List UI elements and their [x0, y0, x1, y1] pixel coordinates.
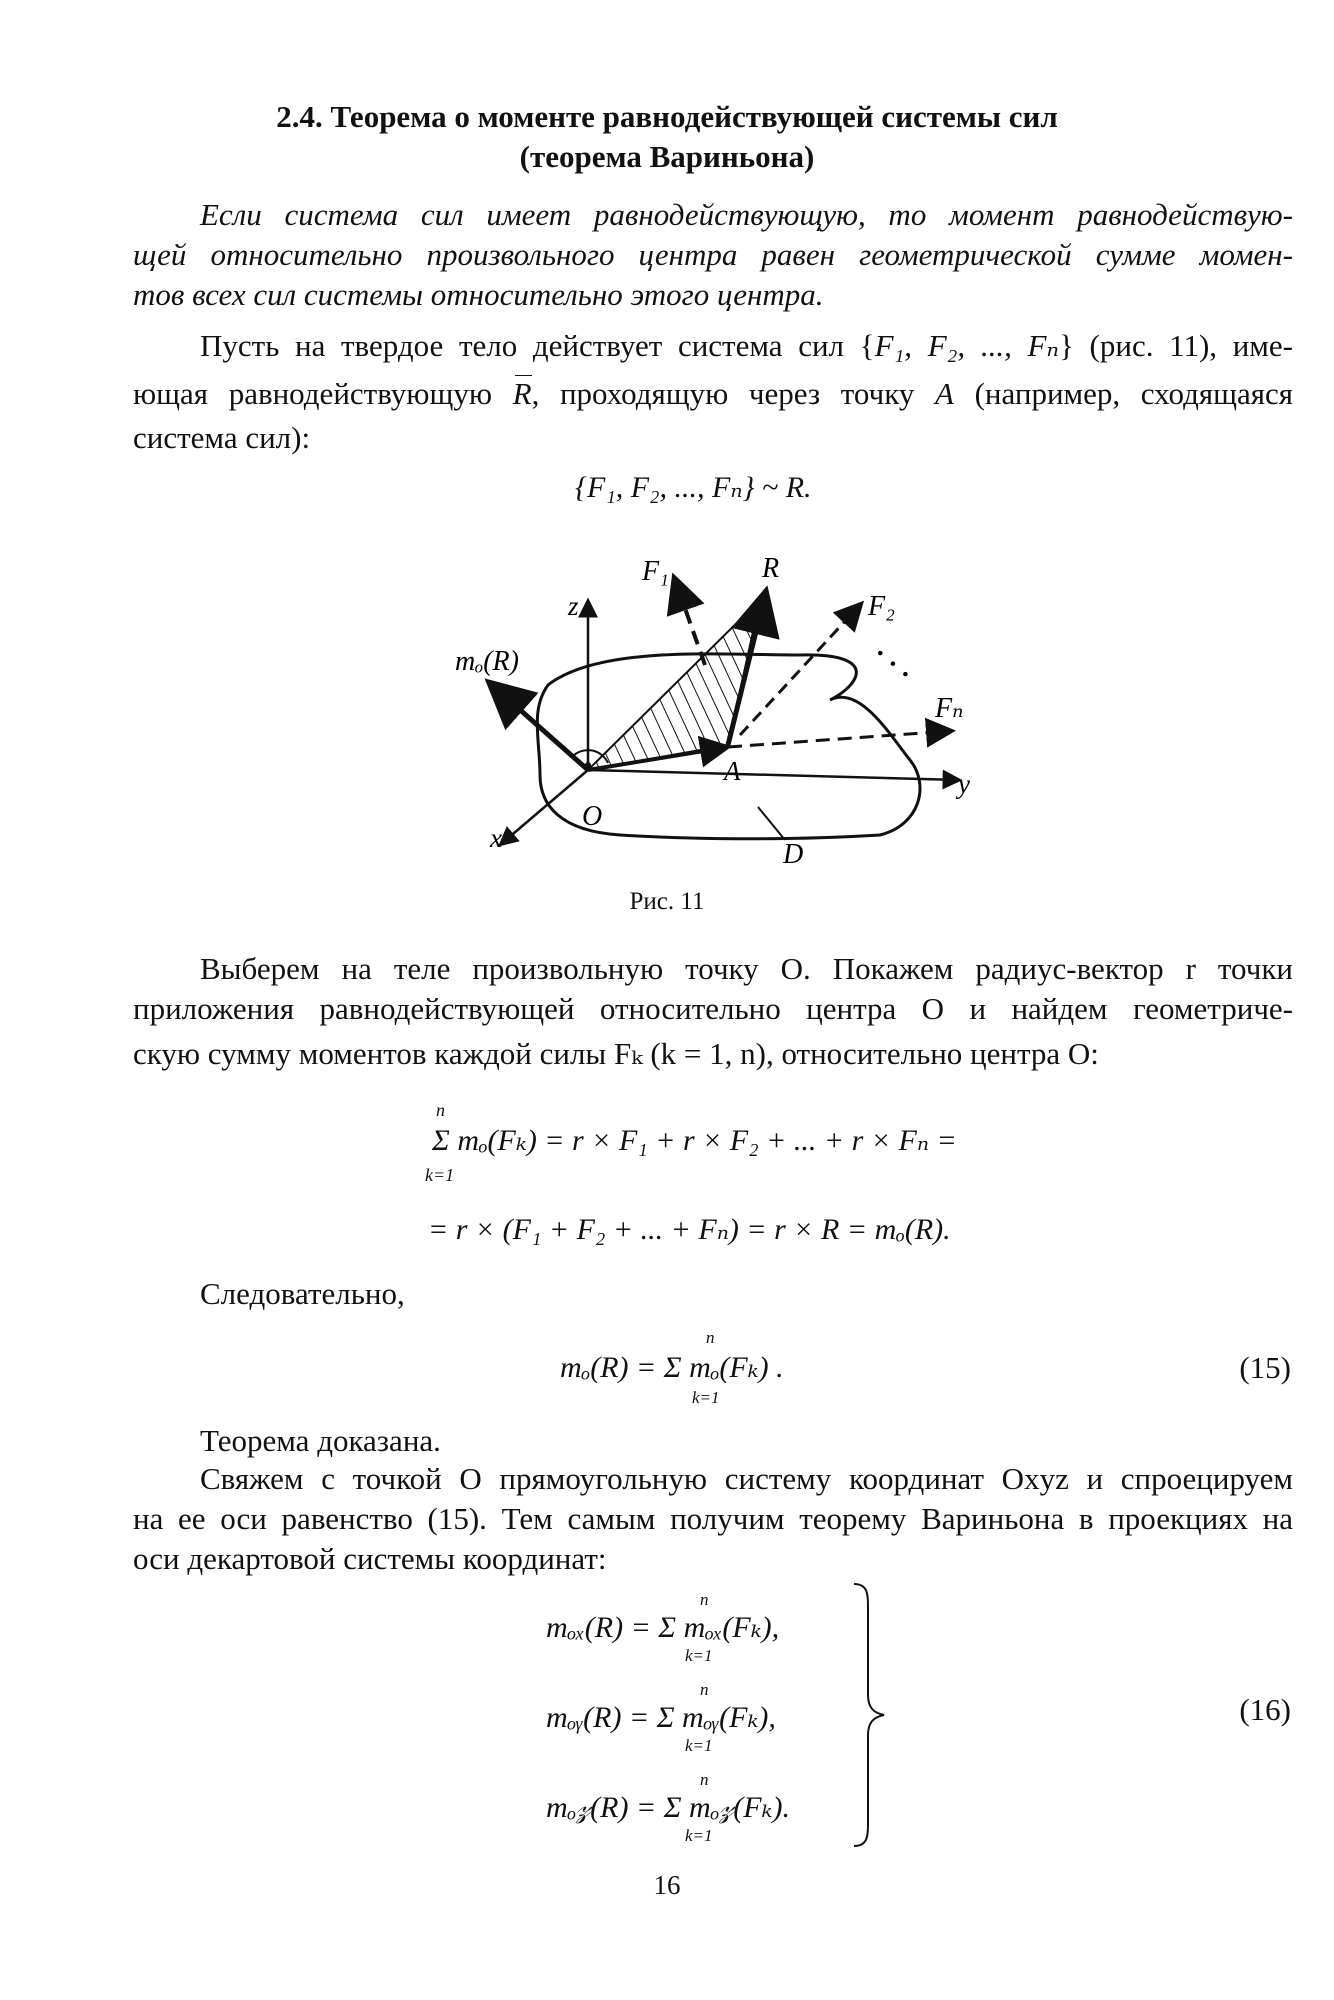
- label-d: D: [783, 839, 804, 870]
- eq16-row1-lower: k=1: [685, 1646, 713, 1665]
- point-a-symbol: A: [935, 376, 954, 411]
- label-o: O: [582, 801, 603, 832]
- x-axis: [500, 770, 588, 845]
- sum-formula-line1: Σ mₒ(Fₖ) = r × F₁ + r × F₂ + ... + r × Fₙ =: [432, 1124, 957, 1157]
- theorem-line3: тов всех сил системы относительно этого центра.: [133, 277, 824, 312]
- para1-line2-c: (например, сходящаяся: [974, 376, 1294, 411]
- para2-line3: скую сумму моментов каждой силы Fₖ (k = 1, n), относительно центра O:: [133, 1036, 1099, 1071]
- para1-line2-a: ющая равнодействующую: [133, 376, 492, 411]
- eq15-upper-limit: n: [706, 1328, 715, 1347]
- para2-line1: Выберем на теле произвольную точку O. Покажем радиус-вектор r точки: [200, 951, 1293, 986]
- y-axis: [588, 770, 960, 780]
- label-x: x: [490, 823, 502, 853]
- force-f1-arrow: [675, 580, 705, 665]
- figure-caption: Рис. 11: [629, 888, 705, 915]
- sum-lower-limit: k=1: [425, 1165, 455, 1185]
- para3-line1: Свяжем с точкой O прямоугольную систему координат Oxyz и спроецируем: [200, 1461, 1293, 1496]
- theorem-line1: Если система сил имеет равнодействующую, то момент равнодействую-: [200, 197, 1293, 232]
- para1-line1: [200, 327, 1293, 365]
- figure-11: [0, 535, 1334, 935]
- page-number: 16: [653, 1870, 681, 1900]
- eq16-row1: mₒₓ(R) = Σ mₒₓ(Fₖ),: [546, 1611, 780, 1644]
- eq16-number: (16): [1239, 1692, 1291, 1727]
- proved-text: Теорема доказана.: [200, 1423, 441, 1458]
- label-r: R: [762, 553, 780, 584]
- eq16-row1-upper: n: [700, 1590, 709, 1609]
- eq15-formula: mₒ(R) = Σ mₒ(Fₖ) .: [560, 1351, 784, 1384]
- resultant-symbol: R: [512, 376, 532, 411]
- para1-text-a: Пусть на твердое тело действует система сил {: [200, 328, 875, 363]
- eq16-row3-upper: n: [700, 1770, 709, 1789]
- para1-text-b: } (рис. 11), име-: [1058, 328, 1293, 363]
- label-a: A: [724, 756, 741, 786]
- label-mo: mₒ(R): [455, 646, 519, 677]
- section-heading-line2: (теорема Вариньона): [519, 139, 815, 174]
- para1-line2-b: , проходящую через точку: [531, 376, 915, 411]
- eq16-row2-lower: k=1: [685, 1736, 713, 1755]
- sum-upper-limit: n: [436, 1100, 445, 1120]
- eq16-row3: mₒ𝓏(R) = Σ mₒ𝓏(Fₖ).: [546, 1791, 790, 1824]
- label-f1: F₁: [642, 556, 669, 587]
- sum-formula-line2: = r × (F₁ + F₂ + ... + Fₙ) = r × R = mₒ(R).: [428, 1213, 951, 1246]
- hatched-moment-triangle: [588, 600, 760, 770]
- equivalence-formula: {F₁, F₂, ..., Fₙ} ~ R.: [575, 471, 812, 504]
- origin-dot: [585, 762, 591, 768]
- force-fn-arrow: [728, 731, 950, 747]
- para3-line3: оси декартовой системы координат:: [133, 1541, 607, 1576]
- eq16-row2-upper: n: [700, 1680, 709, 1699]
- para3-line2: на ее оси равенство (15). Тем самым получим теорему Вариньона в проекциях на: [133, 1501, 1293, 1536]
- theorem-line2: щей относительно произвольного центра равен геометрической сумме момен-: [133, 237, 1293, 272]
- eq16-row2: mₒᵧ(R) = Σ mₒᵧ(Fₖ),: [546, 1701, 776, 1734]
- para1-line2: [133, 375, 1293, 413]
- eq15-lower-limit: k=1: [692, 1388, 720, 1407]
- label-y: y: [958, 769, 970, 799]
- label-dots: · · ·: [866, 638, 919, 690]
- para1-line3: система сил):: [133, 420, 311, 455]
- force-set: F₁, F₂, ..., Fₙ: [874, 328, 1059, 363]
- section-heading-line1: 2.4. Теорема о моменте равнодействующей системы сил: [276, 99, 1058, 134]
- body-label-leader: [758, 807, 785, 840]
- eq16-row3-lower: k=1: [685, 1826, 713, 1845]
- label-f2: F₂: [868, 591, 895, 622]
- para2-line2: приложения равнодействующей относительно центра O и найдем геометриче-: [133, 991, 1293, 1026]
- label-fn: Fₙ: [935, 693, 964, 724]
- consequently-text: Следовательно,: [200, 1276, 405, 1311]
- eq16-brace: [850, 1580, 890, 1850]
- label-z: z: [568, 591, 579, 621]
- eq15-number: (15): [1239, 1350, 1291, 1385]
